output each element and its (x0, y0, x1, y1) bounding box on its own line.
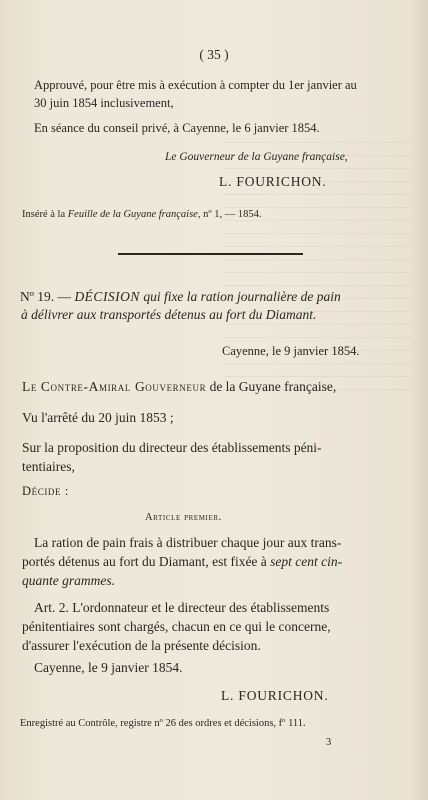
contre-amiral-rest: de la Guyane française, (206, 379, 337, 394)
approval-line-2: 30 juin 1854 inclusivement, (34, 96, 174, 110)
publication-note-prefix: Inséré à la (22, 209, 68, 220)
page-number: ( 35 ) (199, 47, 229, 62)
proposition-line-2: tentiaires, (22, 459, 75, 474)
contre-amiral-title: Le Contre-Amiral Gouverneur (22, 379, 207, 394)
closing-dateline: Cayenne, le 9 janvier 1854. (34, 660, 183, 675)
ration-line-2 (22, 554, 342, 570)
publication-note (22, 209, 261, 220)
registry-note: Enregistré au Contrôle, registre nº 26 des ordres et décisions, fº 111. (20, 718, 306, 729)
governor-title: Le Gouverneur de la Guyane française, (165, 151, 348, 163)
decision-heading-line-1 (20, 289, 341, 305)
article-2-line-2: pénitentiaires sont chargés, chacun en ce qui le concerne, (22, 619, 331, 634)
ration-amount-part-1: sept cent cin- (270, 554, 343, 569)
decision-heading-line-2: à délivrer aux transportés détenus au fort du Diamant. (21, 307, 317, 322)
signature-mark: 3 (326, 737, 332, 748)
ration-line-2-text: portés détenus au fort du Diamant, est fixée à (22, 554, 271, 569)
vu-line: Vu l'arrêté du 20 juin 1853 ; (22, 410, 174, 425)
ration-line-1: La ration de pain frais à distribuer chaque jour aux trans- (34, 535, 342, 550)
section-divider (118, 253, 303, 255)
article-2-line-3: d'assurer l'exécution de la présente décision. (22, 638, 261, 653)
decide-label: Décide : (22, 484, 69, 498)
ration-amount-part-2: quante grammes. (22, 573, 115, 588)
contre-amiral-line (22, 379, 336, 395)
page-edge-shadow (410, 0, 428, 800)
council-session-line: En séance du conseil privé, à Cayenne, le 6 janvier 1854. (34, 121, 320, 135)
approval-line-1: Approuvé, pour être mis à exécution à compter du 1er janvier au (34, 78, 357, 92)
decision-subject: qui fixe la ration journalière de pain (139, 289, 341, 304)
decision-label: DÉCISION (74, 289, 140, 304)
publication-note-suffix: , nº 1, — 1854. (197, 209, 262, 220)
decision-dateline: Cayenne, le 9 janvier 1854. (222, 344, 360, 358)
article-2-line-1: Art. 2. L'ordonnateur et le directeur des établissements (34, 600, 330, 615)
article-premier-heading: Article premier. (145, 512, 222, 523)
publication-note-journal: Feuille de la Guyane française (67, 209, 198, 220)
governor-signature: L. FOURICHON. (219, 174, 327, 189)
proposition-line-1: Sur la proposition du directeur des établissements péni- (22, 440, 322, 455)
closing-signature: L. FOURICHON. (221, 688, 329, 703)
decision-number: Nº 19. — (20, 289, 75, 304)
